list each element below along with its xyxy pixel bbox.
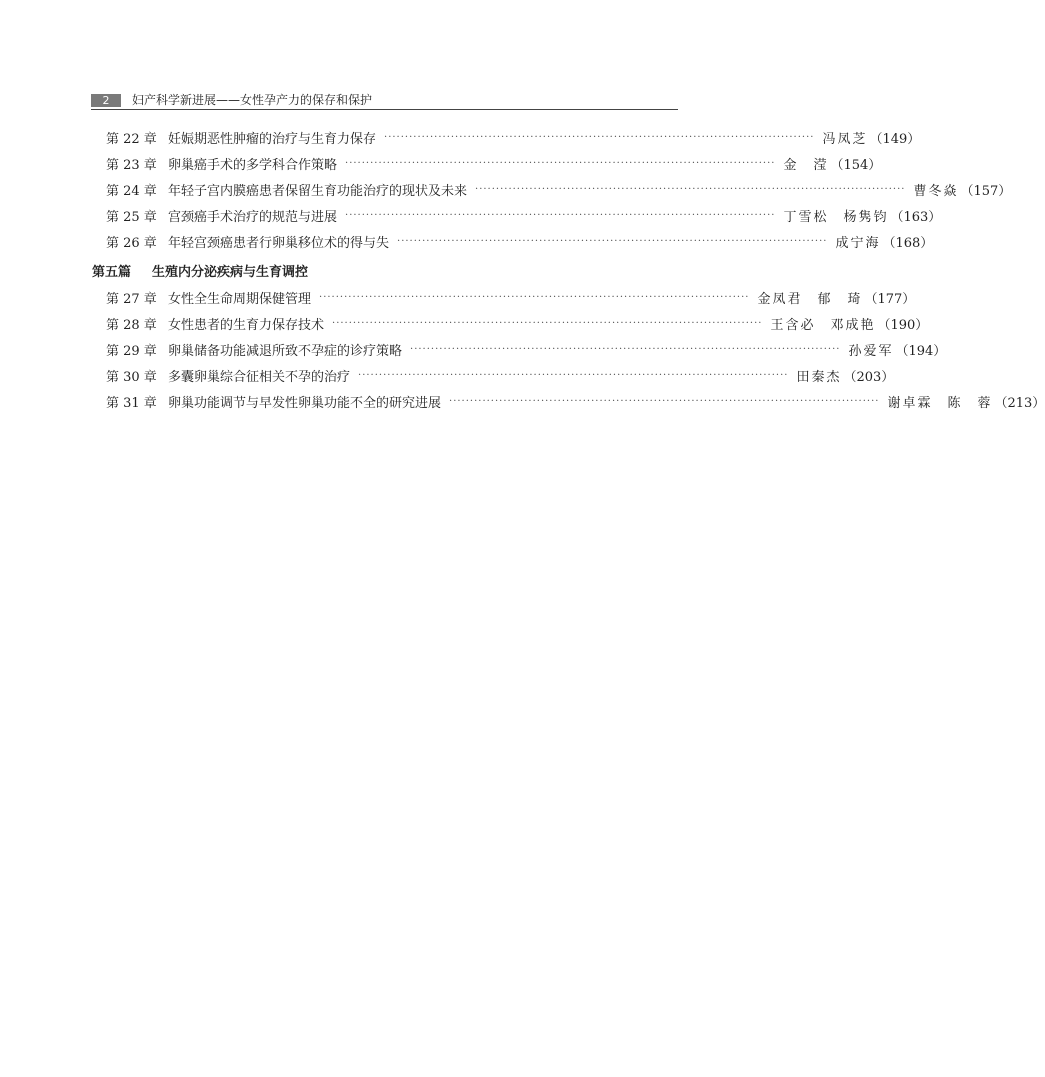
toc-entry[interactable] <box>106 336 947 362</box>
dot-leader: ······································································································· <box>358 369 789 381</box>
dot-leader: ······································································································· <box>319 291 750 303</box>
chapter-number: 第 25 章 <box>106 209 157 225</box>
chapter-page: （163） <box>890 209 942 225</box>
chapter-author: 谢卓霖 陈 蓉 <box>887 395 993 411</box>
chapter-page: （177） <box>864 291 916 307</box>
chapter-page: （157） <box>960 183 1012 199</box>
chapter-author: 王含必 邓成艳 <box>770 317 876 333</box>
toc-entry[interactable] <box>106 124 921 150</box>
toc-entry[interactable] <box>106 284 916 310</box>
chapter-title: 卵巢功能调节与早发性卵巢功能不全的研究进展 <box>168 395 442 411</box>
toc-entry[interactable] <box>106 388 1045 414</box>
chapter-number: 第 27 章 <box>106 291 157 307</box>
chapter-author: 田秦杰 <box>796 369 842 385</box>
chapter-author: 金 滢 <box>783 157 829 173</box>
part-heading[interactable] <box>92 257 308 283</box>
part-title: 生殖内分泌疾病与生育调控 <box>152 264 309 280</box>
chapter-title: 宫颈癌手术治疗的规范与进展 <box>168 209 338 225</box>
chapter-page: （168） <box>882 235 934 251</box>
chapter-number: 第 30 章 <box>106 369 157 385</box>
chapter-title: 卵巢癌手术的多学科合作策略 <box>168 157 338 173</box>
chapter-number: 第 28 章 <box>106 317 157 333</box>
page-number: 2 <box>91 94 121 107</box>
dot-leader: ······································································································· <box>345 157 776 169</box>
toc-entry[interactable] <box>106 362 895 388</box>
running-header <box>91 93 678 110</box>
chapter-page: （154） <box>830 157 882 173</box>
toc-entry[interactable] <box>106 228 934 254</box>
toc-entry[interactable] <box>106 150 882 176</box>
chapter-title: 妊娠期恶性肿瘤的治疗与生育力保存 <box>168 131 377 147</box>
chapter-title: 年轻子宫内膜癌患者保留生育功能治疗的现状及未来 <box>168 183 468 199</box>
chapter-page: （194） <box>895 343 947 359</box>
chapter-title: 年轻宫颈癌患者行卵巢移位术的得与失 <box>168 235 390 251</box>
chapter-page: （203） <box>843 369 895 385</box>
toc-entry[interactable] <box>106 310 929 336</box>
toc-entry[interactable] <box>106 176 1012 202</box>
chapter-number: 第 31 章 <box>106 395 157 411</box>
chapter-number: 第 23 章 <box>106 157 157 173</box>
dot-leader: ······································································································· <box>410 343 841 355</box>
chapter-page: （213） <box>994 395 1045 411</box>
chapter-page: （149） <box>869 131 921 147</box>
chapter-author: 孙爱军 <box>848 343 894 359</box>
chapter-author: 丁雪松 杨隽钧 <box>783 209 889 225</box>
dot-leader: ······································································································· <box>384 131 815 143</box>
dot-leader: ······································································································· <box>449 395 880 407</box>
chapter-title: 女性全生命周期保健管理 <box>168 291 312 307</box>
chapter-author: 曹冬焱 <box>913 183 959 199</box>
dot-leader: ······································································································· <box>345 209 776 221</box>
chapter-title: 卵巢储备功能减退所致不孕症的诊疗策略 <box>168 343 403 359</box>
book-title: 妇产科学新进展——女性孕产力的保存和保护 <box>132 93 373 107</box>
chapter-number: 第 24 章 <box>106 183 157 199</box>
dot-leader: ······································································································· <box>475 183 906 195</box>
toc-entry[interactable] <box>106 202 942 228</box>
chapter-title: 女性患者的生育力保存技术 <box>168 317 325 333</box>
chapter-title: 多囊卵巢综合征相关不孕的治疗 <box>168 369 351 385</box>
chapter-page: （190） <box>877 317 929 333</box>
dot-leader: ······································································································· <box>397 235 828 247</box>
chapter-author: 冯凤芝 <box>822 131 868 147</box>
chapter-author: 金凤君 郁 琦 <box>757 291 863 307</box>
part-label: 第五篇 <box>92 264 132 280</box>
chapter-author: 成宁海 <box>835 235 881 251</box>
chapter-number: 第 26 章 <box>106 235 157 251</box>
dot-leader: ······································································································· <box>332 317 763 329</box>
chapter-number: 第 22 章 <box>106 131 157 147</box>
chapter-number: 第 29 章 <box>106 343 157 359</box>
